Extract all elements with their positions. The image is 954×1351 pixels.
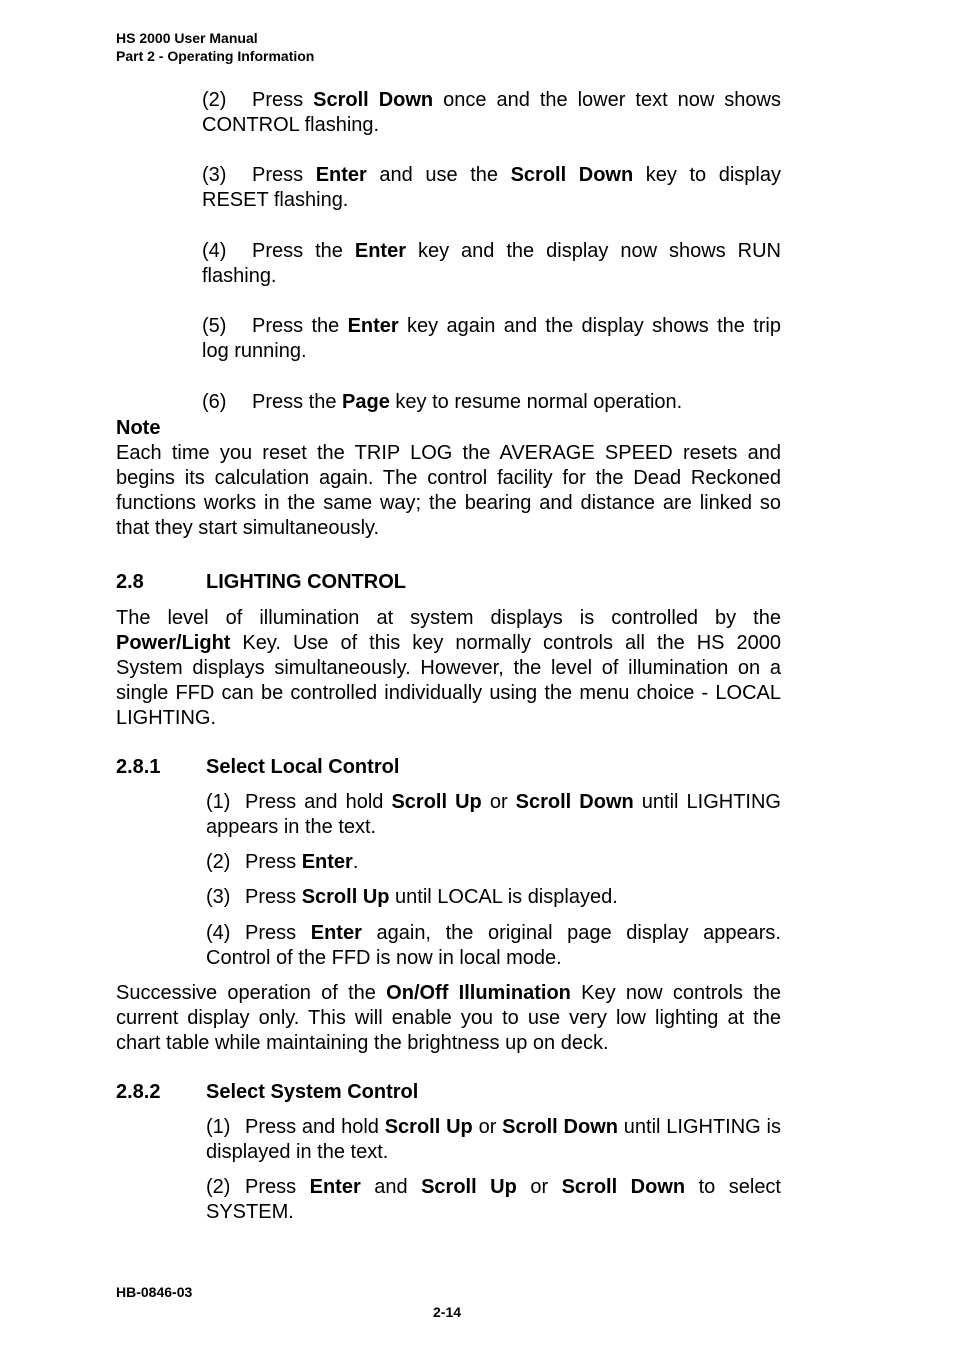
key-name: Power/Light: [116, 632, 231, 654]
step-number: (2): [202, 89, 227, 111]
step-number: (1): [206, 1116, 231, 1138]
section-heading-2-8-2: [116, 1080, 418, 1105]
key-name: Enter: [315, 164, 367, 186]
key-name: Scroll Down: [313, 89, 434, 111]
key-name: Scroll Down: [502, 1116, 618, 1138]
local-step-4: (4) Press Enter again, the original page display appears. Control of the FFD is now in local mode.: [206, 922, 781, 969]
step-number: (4): [206, 922, 231, 944]
step-number: (3): [206, 886, 231, 908]
footer-doc-code: HB-0846-03: [116, 1284, 193, 1300]
section-number: 2.8: [116, 571, 144, 593]
key-name: Scroll Up: [384, 1116, 473, 1138]
key-name: Enter: [301, 851, 353, 873]
key-name: Enter: [309, 1176, 361, 1198]
section-title: Select Local Control: [206, 756, 400, 778]
key-name: Scroll Up: [301, 886, 390, 908]
header-part: Part 2 - Operating Information: [116, 48, 315, 64]
key-name: Enter: [354, 240, 406, 262]
key-name: Page: [342, 391, 390, 413]
section-number: 2.8.2: [116, 1081, 161, 1103]
page-number: 2-14: [433, 1304, 462, 1320]
key-name: On/Off Illumination: [386, 982, 571, 1004]
key-name: Enter: [347, 315, 399, 337]
step-number: (1): [206, 791, 231, 813]
local-step-2: (2) Press Enter.: [206, 851, 359, 873]
section-heading-2-8-1: [116, 755, 399, 780]
step-5: (5) Press the Enter key again and the display shows the trip log running.: [202, 315, 781, 362]
step-6: (6) Press the Page key to resume normal operation.: [202, 391, 683, 413]
system-step-2: (2) Press Enter and Scroll Up or Scroll Down to select SYSTEM.: [206, 1176, 781, 1223]
header-title: HS 2000 User Manual: [116, 30, 258, 46]
section-number: 2.8.1: [116, 756, 161, 778]
local-step-3: (3) Press Scroll Up until LOCAL is displayed.: [206, 886, 618, 908]
lighting-paragraph: The level of illumination at system displays is controlled by the Power/Light Key. Use of this key normally controls all the HS 2000 System displays simultaneously. However, the level of illumination on a single FFD can be controlled individually using the menu choice - LOCAL LIGHTING.: [116, 607, 781, 729]
successive-operation-paragraph: Successive operation of the On/Off Illumination Key now controls the current display only. This will enable you to use very low lighting at the chart table while maintaining the brightness up on deck.: [116, 982, 782, 1054]
key-name: Scroll Down: [515, 791, 634, 813]
step-3: (3) Press Enter and use the Scroll Down key to display RESET flashing.: [202, 164, 781, 211]
step-number: (6): [202, 391, 227, 413]
step-number: (3): [202, 164, 227, 186]
step-number: (2): [206, 1176, 231, 1198]
key-name: Scroll Up: [421, 1176, 517, 1198]
key-name: Scroll Down: [510, 164, 634, 186]
section-title: Select System Control: [206, 1081, 419, 1103]
step-2: (2) Press Scroll Down once and the lower text now shows CONTROL flashing.: [202, 89, 781, 136]
local-step-1: (1) Press and hold Scroll Up or Scroll Down until LIGHTING appears in the text.: [206, 791, 781, 838]
section-title: LIGHTING CONTROL: [206, 571, 406, 593]
step-number: (4): [202, 240, 227, 262]
system-step-1: (1) Press and hold Scroll Up or Scroll Down until LIGHTING is displayed in the text.: [206, 1116, 781, 1163]
note-text: Each time you reset the TRIP LOG the AVERAGE SPEED resets and begins its calculation again. The control facility for the Dead Reckoned functions works in the same way; the bearing and distance are linked so that they start simultaneously.: [116, 442, 781, 539]
step-number: (5): [202, 315, 227, 337]
key-name: Scroll Up: [391, 791, 482, 813]
key-name: Scroll Down: [561, 1176, 686, 1198]
section-heading-2-8: [116, 570, 406, 595]
step-number: (2): [206, 851, 231, 873]
key-name: Enter: [310, 922, 362, 944]
step-4: (4) Press the Enter key and the display now shows RUN flashing.: [202, 240, 781, 287]
note-title: Note: [116, 417, 161, 439]
